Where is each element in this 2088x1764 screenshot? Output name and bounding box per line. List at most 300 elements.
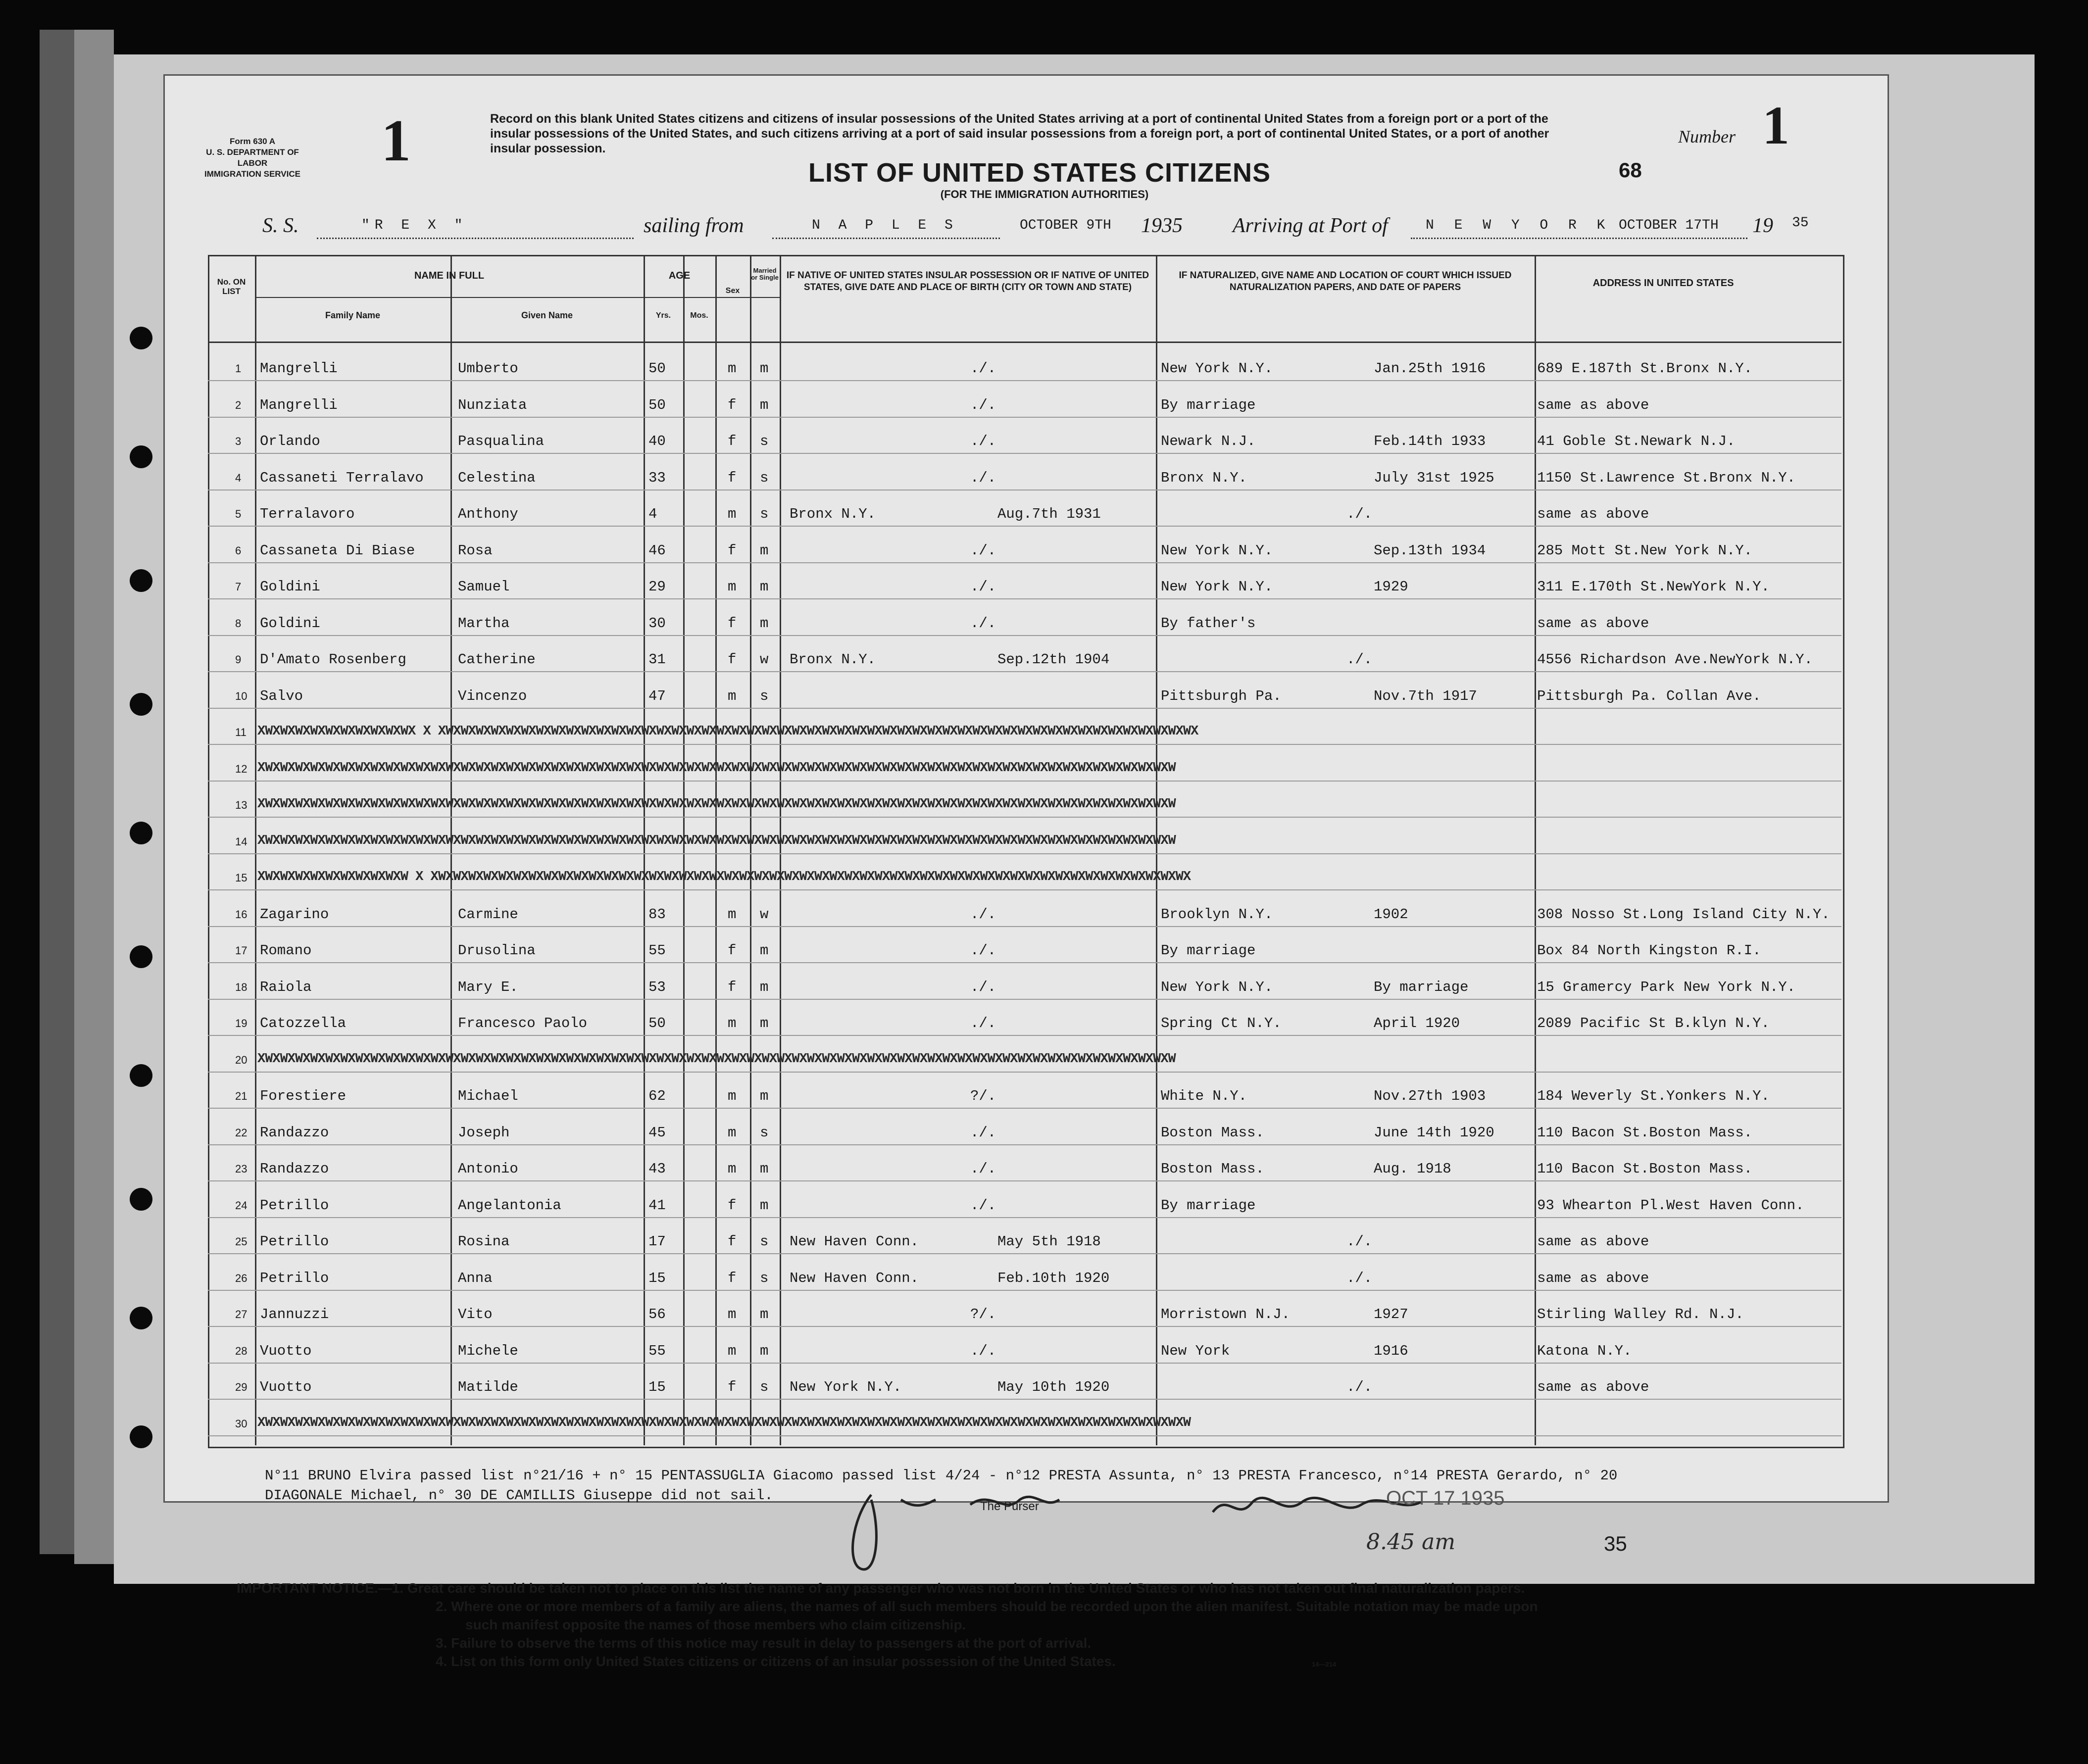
given-name: Francesco Paolo [458, 1015, 588, 1031]
birth-date: May 5th 1918 [997, 1233, 1101, 1250]
row-rule [208, 781, 1841, 782]
birth-date: Sep.12th 1904 [997, 651, 1110, 668]
date-stamp: OCT 17 1935 [1386, 1487, 1505, 1509]
struck-entry: XWXWXWXWXWXWXWXWXWXWXWXWXWXWXWXWXWXWXWXWXWXWXWXWXWXWXWXWXWXWXWXWXWXWXWXWXWXWXWXWXWXWXWXWXWXWXWXWXWXWXWXWXWXWXWXWXWXWXWXWXW [257, 797, 1176, 812]
row-number: 2 [235, 399, 242, 411]
sex: m [728, 1161, 737, 1177]
page-marker: 35 [1604, 1532, 1627, 1555]
naturalization-court: Brooklyn N.Y. [1161, 906, 1273, 923]
age-years: 46 [648, 542, 666, 559]
given-name: Carmine [458, 906, 518, 923]
col-family-name: Family Name [325, 310, 381, 320]
row-rule [208, 889, 1841, 890]
given-name: Catherine [458, 651, 536, 668]
number-value: 1 [1762, 95, 1790, 155]
row-number: 17 [235, 944, 248, 957]
sex: m [728, 1125, 737, 1141]
naturalization-court: New York N.Y. [1161, 360, 1273, 377]
address: 2089 Pacific St B.klyn N.Y. [1537, 1015, 1770, 1031]
naturalization-court: New York N.Y. [1161, 542, 1273, 559]
address: same as above [1537, 1270, 1649, 1286]
given-name: Joseph [458, 1125, 510, 1141]
naturalization-date: ./. [1346, 506, 1373, 522]
sex: m [728, 579, 737, 595]
age-years: 55 [648, 942, 666, 959]
naturalization-court: By marriage [1161, 1197, 1256, 1214]
naturalization-date: Feb.14th 1933 [1374, 433, 1486, 449]
marital-status: m [760, 942, 769, 959]
struck-entry: XWXWXWXWXWXWXWXWXWXWX X XWXWXWXWXWXWXWXWXWXWXWXWXWXWXWXWXWXWXWXWXWXWXWXWXWXWXWXWXWXWXWXWXWXWXWXWXWXWXWXWXWXWXWXWXWXWXWXWXWXWX [257, 724, 1198, 739]
family-name: Forestiere [260, 1088, 347, 1104]
row-number: 3 [235, 435, 242, 447]
row-number: 7 [235, 581, 242, 593]
sex: f [728, 433, 737, 449]
row-rule [208, 962, 1841, 963]
naturalization-court: Newark N.J. [1161, 433, 1256, 449]
row-number: 18 [235, 981, 248, 993]
row-number: 29 [235, 1381, 248, 1393]
address: Stirling Walley Rd. N.J. [1537, 1306, 1744, 1323]
row-number: 27 [235, 1308, 248, 1321]
arrival-date: OCTOBER 17TH [1619, 218, 1719, 233]
sailing-year-prefix: 193 [1141, 214, 1172, 237]
purser-label: The Purser [980, 1500, 1039, 1513]
sex: f [728, 542, 737, 559]
birth-date: Aug.7th 1931 [997, 506, 1101, 522]
age-years: 56 [648, 1306, 666, 1323]
col-married: Married or Single [751, 267, 779, 281]
age-years: 50 [648, 397, 666, 413]
family-name: Orlando [260, 433, 320, 449]
row-rule [208, 999, 1841, 1000]
punch-hole [130, 445, 152, 468]
address: 184 Weverly St.Yonkers N.Y. [1537, 1088, 1770, 1104]
marital-status: s [760, 470, 769, 486]
age-years: 4 [648, 506, 657, 522]
given-name: Michael [458, 1088, 518, 1104]
age-years: 40 [648, 433, 666, 449]
notice-item-1: —1. Great care should be taken not to place on this list the name of any passenger who was not born in the United States or who has not taken out final naturalization papers. [378, 1580, 1525, 1596]
row-number: 8 [235, 617, 242, 630]
sex: f [728, 942, 737, 959]
naturalization-court: New York N.Y. [1161, 979, 1273, 995]
given-name: Vito [458, 1306, 493, 1323]
given-name: Vincenzo [458, 688, 527, 704]
age-years: 15 [648, 1270, 666, 1286]
birth-date: ./. [970, 433, 996, 449]
address: Katona N.Y. [1537, 1343, 1632, 1359]
naturalization-date: 1916 [1374, 1343, 1408, 1359]
row-rule [208, 708, 1841, 709]
arrival-year-prefix: 19 [1752, 214, 1773, 237]
naturalization-court: Spring Ct N.Y. [1161, 1015, 1282, 1031]
marital-status: s [760, 1125, 769, 1141]
row-rule [208, 380, 1841, 381]
sex: m [728, 360, 737, 377]
col-address: ADDRESS IN UNITED STATES [1592, 278, 1734, 289]
naturalization-court: By marriage [1161, 942, 1256, 959]
row-rule [208, 1290, 1841, 1291]
naturalization-court: Boston Mass. [1161, 1161, 1264, 1177]
number-label: Number [1678, 127, 1736, 147]
arriving-label: Arriving at Port of [1233, 214, 1388, 237]
row-number: 19 [235, 1017, 248, 1029]
naturalization-date: Nov.27th 1903 [1374, 1088, 1486, 1104]
arrival-port: N E W Y O R K [1426, 218, 1611, 233]
marital-status: m [760, 579, 769, 595]
struck-entry: XWXWXWXWXWXWXWXWXWXWXWXWXWXWXWXWXWXWXWXWXWXWXWXWXWXWXWXWXWXWXWXWXWXWXWXWXWXWXWXWXWXWXWXWXWXWXWXWXWXWXWXWXWXWXWXWXWXWXWXWXW [257, 761, 1176, 776]
row-rule [208, 1363, 1841, 1364]
birth-place: Bronx N.Y. [790, 506, 876, 522]
row-number: 6 [235, 544, 242, 557]
notice-heading: IMPORTANT NOTICE. [237, 1580, 378, 1596]
row-number: 14 [235, 835, 248, 848]
family-name: Raiola [260, 979, 312, 995]
sex: f [728, 397, 737, 413]
age-years: 43 [648, 1161, 666, 1177]
punch-hole [130, 1307, 152, 1329]
age-years: 47 [648, 688, 666, 704]
birth-date: ./. [970, 615, 996, 632]
sex: m [728, 906, 737, 923]
marital-status: m [760, 360, 769, 377]
family-name: Petrillo [260, 1270, 329, 1286]
row-rule [208, 526, 1841, 527]
address: 308 Nosso St.Long Island City N.Y. [1537, 906, 1830, 923]
age-years: 15 [648, 1379, 666, 1395]
given-name: Celestina [458, 470, 536, 486]
marital-status: w [760, 651, 769, 668]
given-name: Nunziata [458, 397, 527, 413]
birth-date: ./. [970, 906, 996, 923]
page-subtitle: (FOR THE IMMIGRATION AUTHORITIES) [940, 188, 1149, 200]
row-rule [208, 1253, 1841, 1254]
page-title: LIST OF UNITED STATES CITIZENS [808, 158, 1271, 188]
address: 110 Bacon St.Boston Mass. [1537, 1125, 1753, 1141]
sex: f [728, 615, 737, 632]
sex: m [728, 688, 737, 704]
marital-status: m [760, 1015, 769, 1031]
naturalization-court: White N.Y. [1161, 1088, 1247, 1104]
binder-edge [40, 30, 77, 1554]
naturalization-date: ./. [1346, 1270, 1373, 1286]
address: 110 Bacon St.Boston Mass. [1537, 1161, 1753, 1177]
marital-status: m [760, 1343, 769, 1359]
birth-date: ./. [970, 1015, 996, 1031]
footnote-line-2: DIAGONALE Michael, n° 30 DE CAMILLIS Giuseppe did not sail. [265, 1487, 773, 1504]
marital-status: s [760, 1270, 769, 1286]
naturalization-date: ./. [1346, 1233, 1373, 1250]
age-years: 17 [648, 1233, 666, 1250]
birth-date: ./. [970, 942, 996, 959]
birth-date: ./. [970, 1197, 996, 1214]
family-name: Zagarino [260, 906, 329, 923]
marital-status: m [760, 1306, 769, 1323]
footnote-line-1: N°11 BRUNO Elvira passed list n°21/16 + n° 15 PENTASSUGLIA Giacomo passed list 4/24 - n°12 PRESTA Assunta, n° 13 PRESTA Francesco, n°14 PRESTA Gerardo, n° 20 [265, 1468, 1618, 1484]
marital-status: m [760, 397, 769, 413]
given-name: Mary E. [458, 979, 518, 995]
birth-place: New York N.Y. [790, 1379, 902, 1395]
family-name: Vuotto [260, 1379, 312, 1395]
address: 311 E.170th St.NewYork N.Y. [1537, 579, 1770, 595]
sailing-date: OCTOBER 9TH [1020, 218, 1111, 233]
given-name: Matilde [458, 1379, 518, 1395]
col-name-in-full: NAME IN FULL [414, 270, 485, 281]
row-rule [208, 1108, 1841, 1109]
sex: f [728, 651, 737, 668]
instructions-text: Record on this blank United States citizens and citizens of insular possessions of the United States arriving at a port of continental United States from a foreign port or a port of the insular possessions of the United States, and such citizens arriving at a port of said insular possessions from a foreign port, a port of continental United States, or a port of another insular possession. [490, 112, 1549, 155]
address: same as above [1537, 1379, 1649, 1395]
row-number: 21 [235, 1090, 248, 1102]
punch-hole [130, 945, 152, 968]
stamp-number: 68 [1619, 158, 1642, 182]
marital-status: m [760, 615, 769, 632]
sex: m [728, 1015, 737, 1031]
marital-status: s [760, 1233, 769, 1250]
col-birth: IF NATIVE OF UNITED STATES INSULAR POSSESSION OR IF NATIVE OF UNITED STATES, GIVE DATE AND PLACE OF BIRTH (CITY OR TOWN AND STATE) [786, 270, 1149, 293]
age-years: 41 [648, 1197, 666, 1214]
sex: f [728, 470, 737, 486]
sailing-from: N A P L E S [812, 218, 958, 233]
row-rule [208, 598, 1841, 599]
naturalization-date: Nov.7th 1917 [1374, 688, 1477, 704]
punch-hole [130, 693, 152, 716]
naturalization-date: June 14th 1920 [1374, 1125, 1494, 1141]
sex: m [728, 1306, 737, 1323]
col-age: AGE [668, 270, 691, 281]
row-number: 23 [235, 1163, 248, 1175]
birth-date: Feb.10th 1920 [997, 1270, 1110, 1286]
given-name: Umberto [458, 360, 518, 377]
ship-name: "R E X " [361, 218, 468, 233]
marital-status: s [760, 433, 769, 449]
marital-status: s [760, 1379, 769, 1395]
row-rule [208, 1035, 1841, 1036]
row-rule [208, 1180, 1841, 1181]
age-years: 62 [648, 1088, 666, 1104]
ss-label: S. S. [262, 214, 299, 237]
punch-hole [130, 569, 152, 592]
punch-hole [130, 822, 152, 844]
row-rule [208, 562, 1841, 563]
row-number: 26 [235, 1272, 248, 1284]
given-name: Rosa [458, 542, 493, 559]
row-number: 24 [235, 1199, 248, 1212]
given-name: Antonio [458, 1161, 518, 1177]
age-years: 33 [648, 470, 666, 486]
row-number: 30 [235, 1418, 248, 1430]
given-name: Samuel [458, 579, 510, 595]
row-number: 25 [235, 1235, 248, 1248]
family-name: Cassaneti Terralavo [260, 470, 424, 486]
family-name: Romano [260, 942, 312, 959]
family-name: Goldini [260, 579, 320, 595]
row-rule [208, 1072, 1841, 1073]
address: same as above [1537, 397, 1649, 413]
naturalization-date: Sep.13th 1934 [1374, 542, 1486, 559]
row-number: 22 [235, 1127, 248, 1139]
marital-status: m [760, 542, 769, 559]
family-name: Randazzo [260, 1125, 329, 1141]
naturalization-court: New York [1161, 1343, 1230, 1359]
marital-status: m [760, 979, 769, 995]
sex: f [728, 1197, 737, 1214]
naturalization-date: By marriage [1374, 979, 1469, 995]
time-annotation: 8.45 am [1366, 1529, 1455, 1555]
marital-status: m [760, 1088, 769, 1104]
marital-status: s [760, 688, 769, 704]
col-naturalized: IF NATURALIZED, GIVE NAME AND LOCATION OF COURT WHICH ISSUED NATURALIZATION PAPERS, AND DATE OF PAPERS [1179, 270, 1512, 293]
row-number: 9 [235, 653, 242, 666]
address: same as above [1537, 1233, 1649, 1250]
naturalization-date: Jan.25th 1916 [1374, 360, 1486, 377]
naturalization-date: Aug. 1918 [1374, 1161, 1451, 1177]
row-rule [208, 744, 1841, 745]
row-number: 4 [235, 472, 242, 484]
address: 93 Whearton Pl.West Haven Conn. [1537, 1197, 1804, 1214]
birth-date: ./. [970, 1161, 996, 1177]
family-name: D'Amato Rosenberg [260, 651, 406, 668]
row-number: 11 [235, 726, 247, 738]
row-rule [208, 671, 1841, 672]
family-name: Catozzella [260, 1015, 347, 1031]
row-number: 16 [235, 908, 248, 921]
birth-date: ./. [970, 397, 996, 413]
row-rule [208, 817, 1841, 818]
sex: f [728, 979, 737, 995]
row-number: 15 [235, 872, 248, 884]
birth-date: ?/. [970, 1306, 996, 1323]
row-rule [208, 926, 1841, 927]
address: 1150 St.Lawrence St.Bronx N.Y. [1537, 470, 1796, 486]
family-name: Salvo [260, 688, 303, 704]
row-rule [208, 1217, 1841, 1218]
naturalization-date: 1927 [1374, 1306, 1408, 1323]
row-rule [208, 417, 1841, 418]
address: Pittsburgh Pa. Collan Ave. [1537, 688, 1761, 704]
given-name: Angelantonia [458, 1197, 561, 1214]
binder-strip [74, 30, 114, 1564]
given-name: Martha [458, 615, 510, 632]
given-name: Anna [458, 1270, 493, 1286]
marital-status: s [760, 506, 769, 522]
naturalization-date: ./. [1346, 1379, 1373, 1395]
row-rule [208, 635, 1841, 636]
struck-entry: XWXWXWXWXWXWXWXWXWXWXWXWXWXWXWXWXWXWXWXWXWXWXWXWXWXWXWXWXWXWXWXWXWXWXWXWXWXWXWXWXWXWXWXWXWXWXWXWXWXWXWXWXWXWXWXWXWXWXWXWXW [257, 833, 1176, 848]
naturalization-court: Morristown N.J. [1161, 1306, 1291, 1323]
marital-status: m [760, 1161, 769, 1177]
sex: f [728, 1270, 737, 1286]
family-name: Terralavoro [260, 506, 355, 522]
address: 15 Gramercy Park New York N.Y. [1537, 979, 1796, 995]
sailing-label: sailing from [644, 214, 744, 237]
birth-date: ./. [970, 1125, 996, 1141]
punch-hole [130, 327, 152, 349]
row-rule [208, 1326, 1841, 1327]
struck-entry: XWXWXWXWXWXWXWXWXWXWXWXWXWXWXWXWXWXWXWXWXWXWXWXWXWXWXWXWXWXWXWXWXWXWXWXWXWXWXWXWXWXWXWXWXWXWXWXWXWXWXWXWXWXWXWXWXWXWXWXWXWXW [257, 1416, 1191, 1430]
birth-date: ./. [970, 1343, 996, 1359]
sheet-number-left: 1 [381, 107, 411, 173]
naturalization-court: Pittsburgh Pa. [1161, 688, 1282, 704]
form-code: 14—214 [1312, 1661, 1337, 1668]
row-number: 10 [235, 690, 248, 702]
naturalization-court: By marriage [1161, 397, 1256, 413]
row-rule [208, 1144, 1841, 1145]
struck-entry: XWXWXWXWXWXWXWXWXWXWXWXWXWXWXWXWXWXWXWXWXWXWXWXWXWXWXWXWXWXWXWXWXWXWXWXWXWXWXWXWXWXWXWXWXWXWXWXWXWXWXWXWXWXWXWXWXWXWXWXWXW [257, 1052, 1176, 1067]
age-years: 50 [648, 360, 666, 377]
age-years: 55 [648, 1343, 666, 1359]
naturalization-court: New York N.Y. [1161, 579, 1273, 595]
marital-status: w [760, 906, 769, 923]
notice-item-2: 2. Where one or more members of a family are aliens, the names of all such members should be recorded upon the alien manifest. Suitable notation may be made upon [436, 1599, 1538, 1614]
age-years: 29 [648, 579, 666, 595]
row-number: 1 [235, 362, 242, 375]
row-rule [208, 1399, 1841, 1400]
naturalization-date: April 1920 [1374, 1015, 1460, 1031]
col-no: No. ON LIST [217, 277, 246, 296]
birth-place: Bronx N.Y. [790, 651, 876, 668]
family-name: Jannuzzi [260, 1306, 329, 1323]
naturalization-court: Boston Mass. [1161, 1125, 1264, 1141]
punch-hole [130, 1064, 152, 1087]
address: 41 Goble St.Newark N.J. [1537, 433, 1736, 449]
age-years: 45 [648, 1125, 666, 1141]
birth-date: ./. [970, 979, 996, 995]
birth-date: ./. [970, 470, 996, 486]
notice-item-3: 3. Failure to observe the terms of this notice may result in delay to passengers at the port of arrival. [436, 1635, 1092, 1651]
age-years: 50 [648, 1015, 666, 1031]
given-name: Drusolina [458, 942, 536, 959]
row-rule [208, 853, 1841, 854]
marital-status: m [760, 1197, 769, 1214]
col-sex: Sex [725, 287, 740, 295]
given-name: Pasqualina [458, 433, 545, 449]
sex: m [728, 506, 737, 522]
row-number: 13 [235, 799, 248, 811]
given-name: Anthony [458, 506, 518, 522]
row-rule [208, 453, 1841, 454]
row-number: 5 [235, 508, 242, 520]
form-identifier: Form 630 A U. S. DEPARTMENT OF LABOR IMMIGRATION SERVICE [204, 137, 300, 179]
sex: m [728, 1343, 737, 1359]
address: same as above [1537, 506, 1649, 522]
birth-place: New Haven Conn. [790, 1233, 919, 1250]
family-name: Mangrelli [260, 360, 338, 377]
age-years: 31 [648, 651, 666, 668]
birth-place: New Haven Conn. [790, 1270, 919, 1286]
birth-date: ./. [970, 542, 996, 559]
family-name: Vuotto [260, 1343, 312, 1359]
address: 4556 Richardson Ave.NewYork N.Y. [1537, 651, 1813, 668]
punch-hole [130, 1425, 152, 1448]
sex: m [728, 1088, 737, 1104]
punch-hole [130, 1188, 152, 1211]
family-name: Goldini [260, 615, 320, 632]
birth-date: ./. [970, 360, 996, 377]
address: 285 Mott St.New York N.Y. [1537, 542, 1753, 559]
address: same as above [1537, 615, 1649, 632]
col-yrs: Yrs. [655, 311, 671, 320]
sex: f [728, 1233, 737, 1250]
sailing-year-suffix: 5 [1172, 214, 1183, 237]
age-years: 53 [648, 979, 666, 995]
age-years: 30 [648, 615, 666, 632]
sex: f [728, 1379, 737, 1395]
row-number: 28 [235, 1345, 248, 1357]
naturalization-date: ./. [1346, 651, 1373, 668]
family-name: Petrillo [260, 1233, 329, 1250]
given-name: Michele [458, 1343, 518, 1359]
